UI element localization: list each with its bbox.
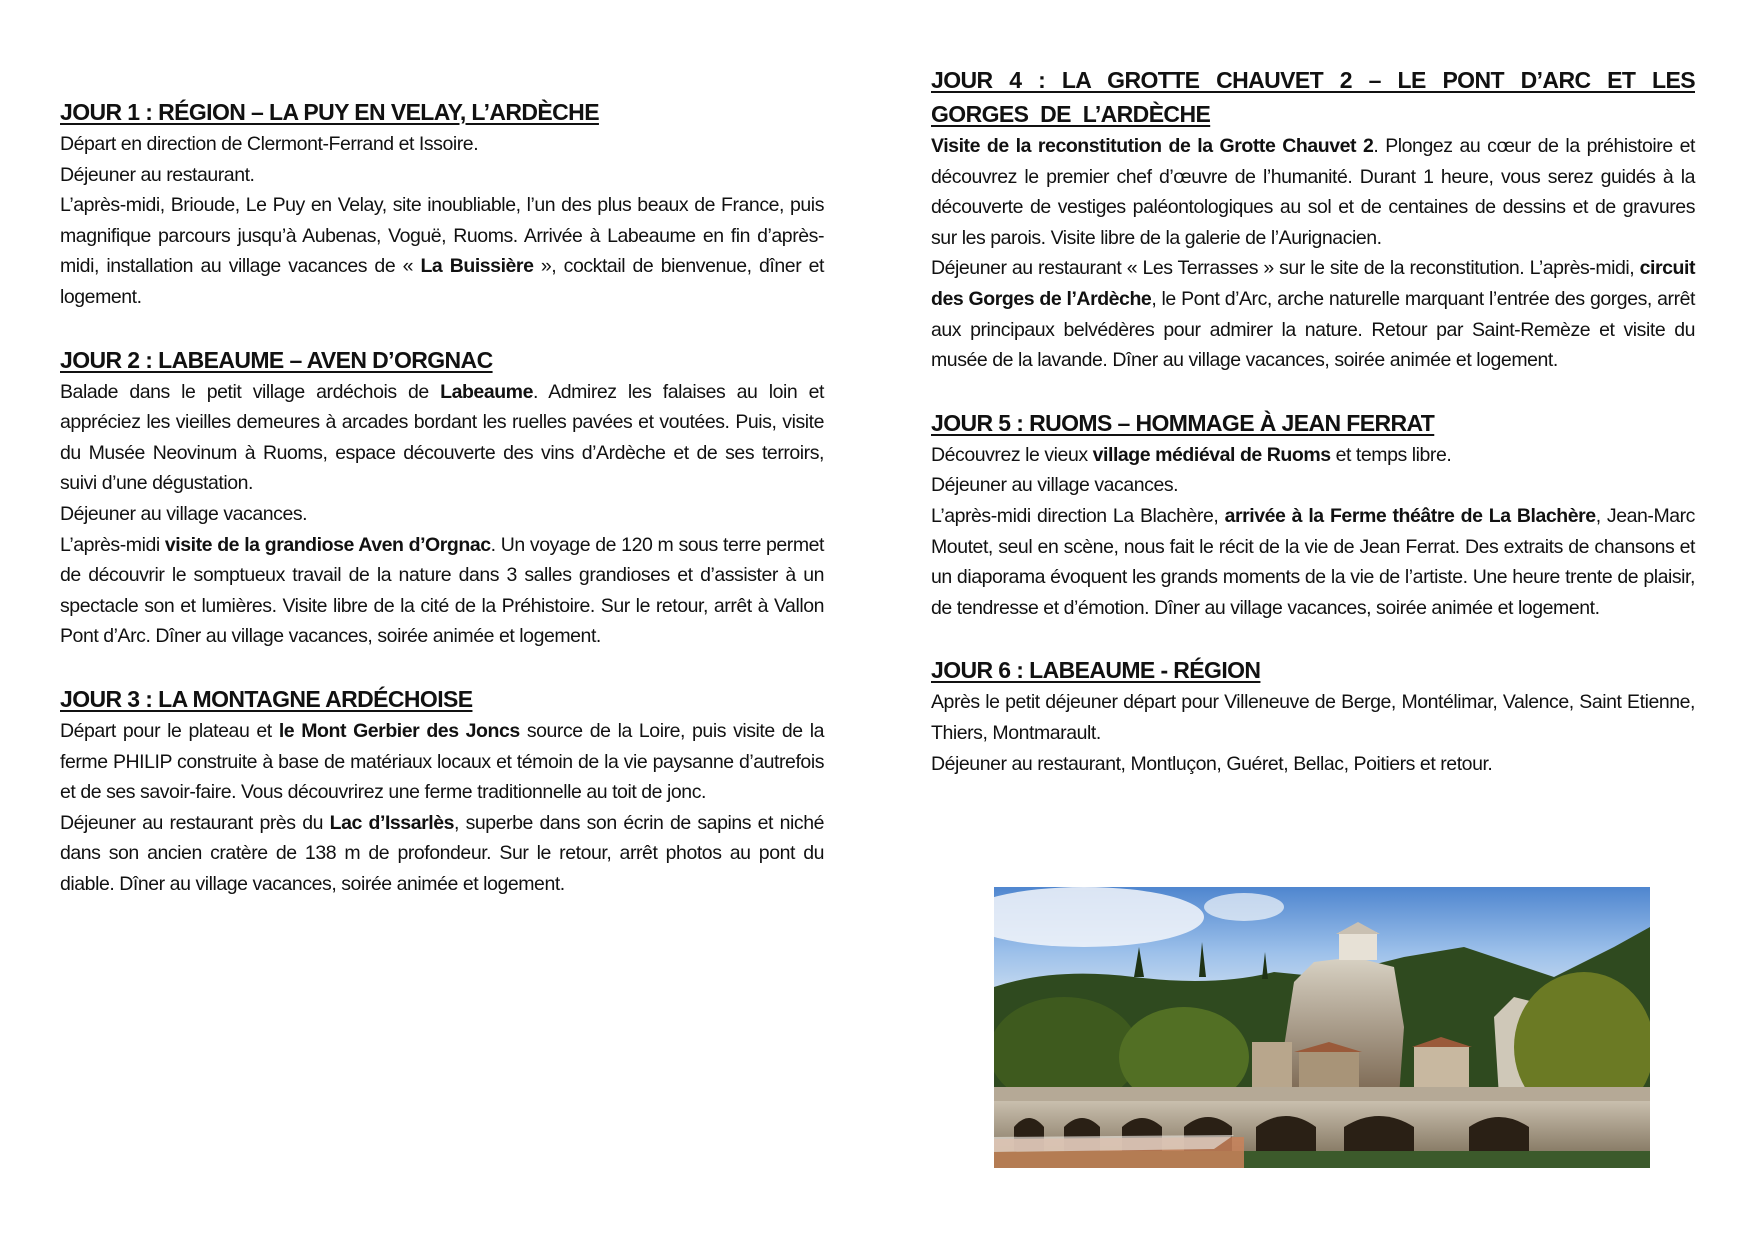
left-column <box>60 95 824 929</box>
text-run: et temps libre. <box>1330 443 1452 466</box>
bold-text: village médiéval de Ruoms <box>1092 443 1331 466</box>
day-section <box>931 653 1695 779</box>
text-run: L’après-midi, Brioude, Le Puy en Velay, site inoubliable, l’un des plus beaux de France, puis magnifique parcours jusqu’à Aubenas, Voguë, Ruoms. Arrivée à Labeaume en fin d’après-midi, installation au village vacances de « <box>60 194 824 278</box>
chapel <box>1339 932 1377 960</box>
bold-text: le Mont Gerbier des Joncs <box>278 719 520 742</box>
paragraph <box>60 190 824 312</box>
cloud <box>1204 893 1284 921</box>
paragraph <box>60 716 824 808</box>
day-body <box>931 687 1695 779</box>
day-title: JOUR 1 : RÉGION – LA PUY EN VELAY, L’ARDÈCHE <box>60 99 599 125</box>
bold-text: Lac d’Issarlès <box>329 811 454 834</box>
paragraph <box>931 253 1695 375</box>
day-title: JOUR 2 : LABEAUME – AVEN D’ORGNAC <box>60 346 493 373</box>
paragraph <box>60 530 824 652</box>
day-body <box>60 377 824 652</box>
bold-text: La Buissière <box>420 255 534 278</box>
paragraph <box>931 131 1695 253</box>
paragraph <box>931 501 1695 623</box>
photo-illustration <box>994 887 1650 1168</box>
text-run: », cocktail de bienvenue, dîner et logement. <box>60 255 825 308</box>
text-run: Déjeuner au village vacances. <box>60 502 308 525</box>
paragraph <box>60 808 824 900</box>
paragraph <box>60 499 824 530</box>
text-run: Déjeuner au restaurant. <box>60 163 255 186</box>
text-run: Départ pour le plateau et <box>60 719 279 742</box>
day-title: JOUR 6 : LABEAUME - RÉGION <box>931 657 1261 684</box>
text-run: Balade dans le petit village ardéchois de <box>60 380 441 403</box>
text-run: L’après-midi <box>60 533 165 556</box>
paragraph <box>60 377 824 499</box>
day-title: JOUR 3 : LA MONTAGNE ARDÉCHOISE <box>60 685 473 712</box>
day-body <box>60 129 824 313</box>
text-run: Déjeuner au village vacances. <box>931 474 1179 497</box>
paragraph <box>931 440 1695 471</box>
text-run: source de la Loire, puis visite de la ferme PHILIP construite à base de matériaux locaux et témoin de la vie paysanne d’autrefois et de ses savoir-faire. Vous découvrirez une ferme traditionnelle au toit de jonc. <box>60 719 824 804</box>
paragraph <box>931 687 1695 748</box>
day-body <box>931 440 1695 624</box>
text-run: . Admirez les falaises au loin et appréciez les vieilles demeures à arcades bordant les ruelles pavées et voutées. Puis, visite du Musée Neovinum à Ruoms, espace découverte des vins d’Ardèche et de ses terroirs, suivi d’une dégustation. <box>60 380 824 495</box>
text-run: , superbe dans son écrin de sapins et niché dans son ancien cratère de 138 m de profondeur. Sur le retour, arrêt photos au pont du diable. Dîner au village vacances, soirée animée et logement. <box>60 811 825 895</box>
day-body <box>60 716 824 900</box>
text-run: , le Pont d’Arc, arche naturelle marquant l’entrée des gorges, arrêt aux principaux belvédères pour admirer la nature. Retour par Saint-Remèze et visite du musée de la lavande. Dîner au village vacances, soirée animée et logement. <box>931 287 1695 372</box>
day-section <box>60 95 824 313</box>
bold-text: Labeaume <box>440 380 533 403</box>
day-section <box>60 682 824 900</box>
text-run: Découvrez le vieux <box>931 443 1093 466</box>
day-section <box>931 406 1695 624</box>
text-run: . Plongez au cœur de la préhistoire et découvrez le premier chef d’œuvre de l’humanité. Durant 1 heure, vous serez guidés à la découverte de vestiges paléontologiques au sol et de centaines de dessins et de gravures sur les parois. Visite libre de la galerie de l’Aurignacien. <box>931 135 1695 249</box>
text-run: Après le petit déjeuner départ pour Villeneuve de Berge, Montélimar, Valence, Saint Etienne, Thiers, Montmarault. <box>931 691 1695 744</box>
text-run: L’après-midi direction La Blachère, <box>931 504 1225 527</box>
text-run: Déjeuner au restaurant près du <box>60 811 330 834</box>
bold-text: arrivée à la Ferme théâtre de La Blachère <box>1224 504 1596 527</box>
text-run: . Un voyage de 120 m sous terre permet de découvrir le somptueux travail de la nature dans 3 salles grandioses et d’assister à un spectacle son et lumières. Visite libre de la cité de la Préhistoire. Sur le retour, arrêt à Vallon Pont d’Arc. Dîner au village vacances, soirée animée et logement. <box>60 533 824 648</box>
right-column <box>931 63 1695 809</box>
paragraph <box>60 160 824 191</box>
day-section <box>931 63 1695 376</box>
paragraph <box>60 129 824 160</box>
paragraph <box>931 749 1695 780</box>
text-run: , Jean-Marc Moutet, seul en scène, nous fait le récit de la vie de Jean Ferrat. Des extraits de chansons et un diaporama évoquent les grands moments de la vie de l’artiste. Une heure trente de plaisir, de tendresse et d’émotion. Dîner au village vacances, soirée animée et logement. <box>931 504 1695 619</box>
day-body <box>931 131 1695 376</box>
bold-text: Visite de la reconstitution de la Grotte Chauvet 2 <box>931 135 1374 157</box>
day-title: JOUR 5 : RUOMS – HOMMAGE À JEAN FERRAT <box>931 409 1435 436</box>
bold-text: visite de la grandiose Aven d’Orgnac <box>164 533 491 556</box>
text-run: Déjeuner au restaurant, Montluçon, Guéret, Bellac, Poitiers et retour. <box>931 752 1493 775</box>
labeaume-photo <box>994 887 1650 1168</box>
text-run: Départ en direction de Clermont-Ferrand et Issoire. <box>60 133 479 155</box>
day-section <box>60 343 824 652</box>
paragraph <box>931 470 1695 501</box>
text-run: Déjeuner au restaurant « Les Terrasses » sur le site de la reconstitution. L’après-midi, <box>931 257 1640 280</box>
day-title: JOUR 4 : LA GROTTE CHAUVET 2 – LE PONT D’ARC ET LES GORGES DE L’ARDÈCHE <box>931 67 1695 127</box>
bold-text: circuit des Gorges de l’Ardèche <box>931 257 1695 310</box>
